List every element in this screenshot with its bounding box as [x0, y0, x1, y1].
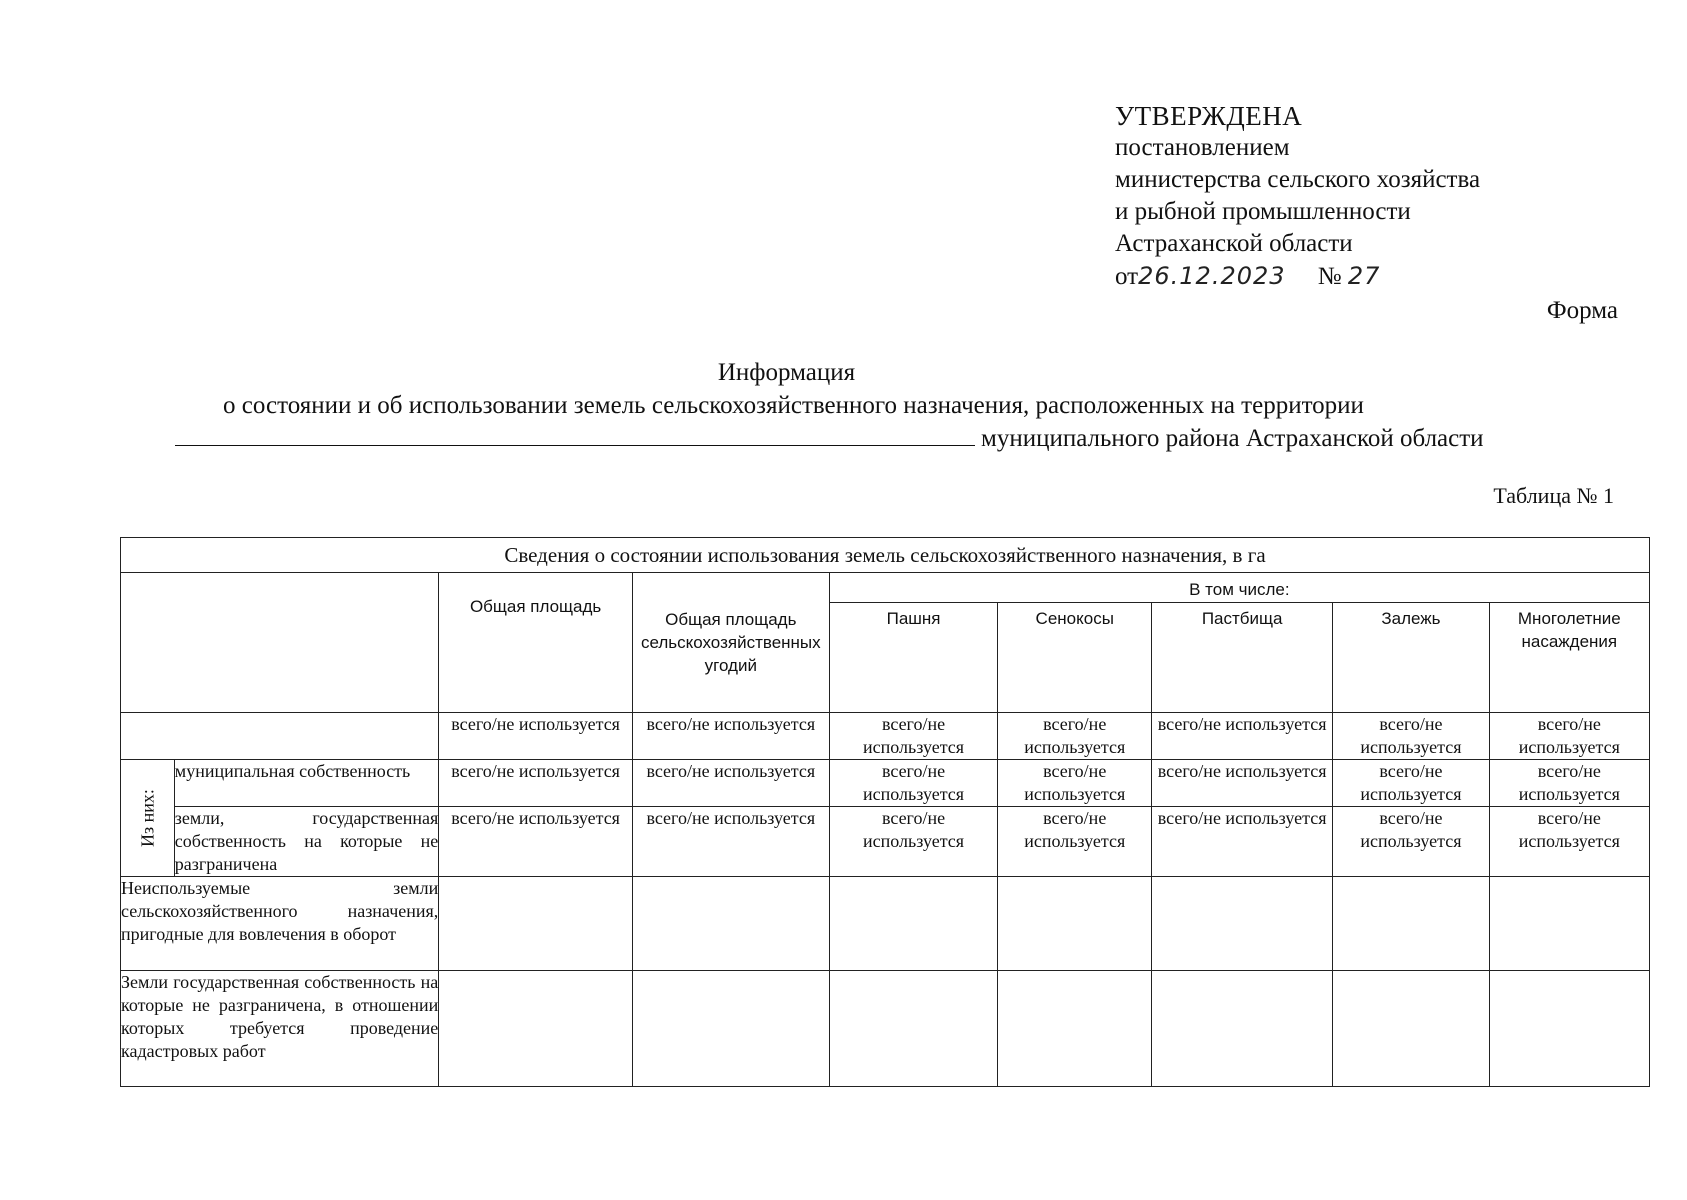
table-cell[interactable]: всего/не используется: [632, 807, 829, 877]
table-cell[interactable]: всего/не используется: [1333, 807, 1489, 877]
empty-cell[interactable]: [1333, 971, 1489, 1087]
table-cell[interactable]: всего/не используется: [1333, 713, 1489, 760]
date-value: 26.12.2023: [1138, 262, 1286, 290]
row-label-state-undelimited: земли, государственная собственность на которые не разграничена: [174, 807, 439, 877]
table-cell[interactable]: всего/не используется: [1489, 760, 1649, 807]
empty-cell[interactable]: [1489, 971, 1649, 1087]
empty-cell[interactable]: [439, 877, 633, 971]
district-blank-field[interactable]: [175, 421, 975, 446]
table-row-cadastral: [121, 971, 1650, 1087]
empty-cell[interactable]: [1152, 971, 1333, 1087]
table-cell[interactable]: всего/не используется: [632, 760, 829, 807]
table-cell[interactable]: всего/не используется: [829, 807, 998, 877]
land-use-table: [120, 537, 1650, 1087]
empty-cell[interactable]: [829, 971, 998, 1087]
header-total-area: Общая площадь: [439, 573, 633, 713]
date-prefix: от: [1115, 263, 1139, 290]
table-cell[interactable]: всего/не используется: [1489, 807, 1649, 877]
header-pastures: Пастбища: [1152, 603, 1333, 713]
table-cell[interactable]: всего/не используется: [1152, 807, 1333, 877]
heading-subtitle: о состоянии и об использовании земель сельскохозяйственного назначения, расположенных на территории: [223, 392, 1364, 419]
table-cell[interactable]: всего/не используется: [439, 713, 633, 760]
header-empty-cell: [121, 573, 439, 713]
table-cell[interactable]: всего/не используется: [998, 807, 1152, 877]
row-label-municipal: муниципальная собственность: [174, 760, 439, 807]
table-row-totals: [121, 713, 1650, 760]
table-row-municipal: [121, 760, 1650, 807]
table-cell[interactable]: всего/не используется: [829, 760, 998, 807]
empty-cell[interactable]: [632, 877, 829, 971]
approval-title: УТВЕРЖДЕНА: [1115, 101, 1303, 131]
empty-cell[interactable]: [632, 971, 829, 1087]
table-cell[interactable]: всего/не используется: [1152, 760, 1333, 807]
empty-cell[interactable]: [1489, 877, 1649, 971]
approval-line-1: постановлением: [1115, 134, 1290, 161]
approval-line-4: Астраханской области: [1115, 230, 1353, 257]
of-them-label: Из них:: [121, 760, 175, 877]
table-row-unused: [121, 877, 1650, 971]
approval-line-3: и рыбной промышленности: [1115, 198, 1411, 225]
table-cell[interactable]: всего/не используется: [1152, 713, 1333, 760]
number-value: 27: [1347, 262, 1381, 290]
empty-cell[interactable]: [829, 877, 998, 971]
heading-district-text: муниципального района Астраханской области: [981, 425, 1484, 452]
header-hayfields: Сенокосы: [998, 603, 1152, 713]
header-group-including: В том числе:: [829, 573, 1649, 603]
table-label: Таблица № 1: [1493, 483, 1614, 508]
header-fallow: Залежь: [1333, 603, 1489, 713]
empty-cell[interactable]: [1152, 877, 1333, 971]
table-caption: Сведения о состоянии использования земель сельскохозяйственного назначения, в га: [121, 538, 1650, 573]
table-cell[interactable]: всего/не используется: [998, 713, 1152, 760]
approval-date-line: [1115, 260, 1480, 293]
header-agri-area: Общая площадь сельскохозяйственных угодий: [632, 573, 829, 713]
empty-cell[interactable]: [998, 971, 1152, 1087]
table-cell[interactable]: всего/не используется: [439, 760, 633, 807]
form-label: Форма: [1546, 297, 1618, 324]
row-label-cadastral: Земли государственная собственность на которые не разграничена, в отношении которых требуется проведение кадастровых работ: [121, 971, 439, 1087]
header-arable: Пашня: [829, 603, 998, 713]
row-label-unused: Неиспользуемые земли сельскохозяйственного назначения, пригодные для вовлечения в оборот: [121, 877, 439, 971]
header-perennial: Многолетние насаждения: [1489, 603, 1649, 713]
table-cell[interactable]: всего/не используется: [829, 713, 998, 760]
table-cell[interactable]: всего/не используется: [1489, 713, 1649, 760]
empty-cell[interactable]: [998, 877, 1152, 971]
heading-district-line: [175, 421, 1484, 456]
table-row-state-undelimited: [121, 807, 1650, 877]
empty-cell[interactable]: [1333, 877, 1489, 971]
number-label: №: [1317, 263, 1342, 290]
table-cell[interactable]: всего/не используется: [632, 713, 829, 760]
approval-line-2: министерства сельского хозяйства: [1115, 166, 1481, 193]
approval-stamp: [1115, 100, 1480, 293]
table-cell[interactable]: всего/не используется: [998, 760, 1152, 807]
empty-cell[interactable]: [439, 971, 633, 1087]
table-cell[interactable]: всего/не используется: [439, 807, 633, 877]
table-cell[interactable]: всего/не используется: [1333, 760, 1489, 807]
totals-empty-cell: [121, 713, 439, 760]
heading-title: Информация: [717, 359, 856, 386]
